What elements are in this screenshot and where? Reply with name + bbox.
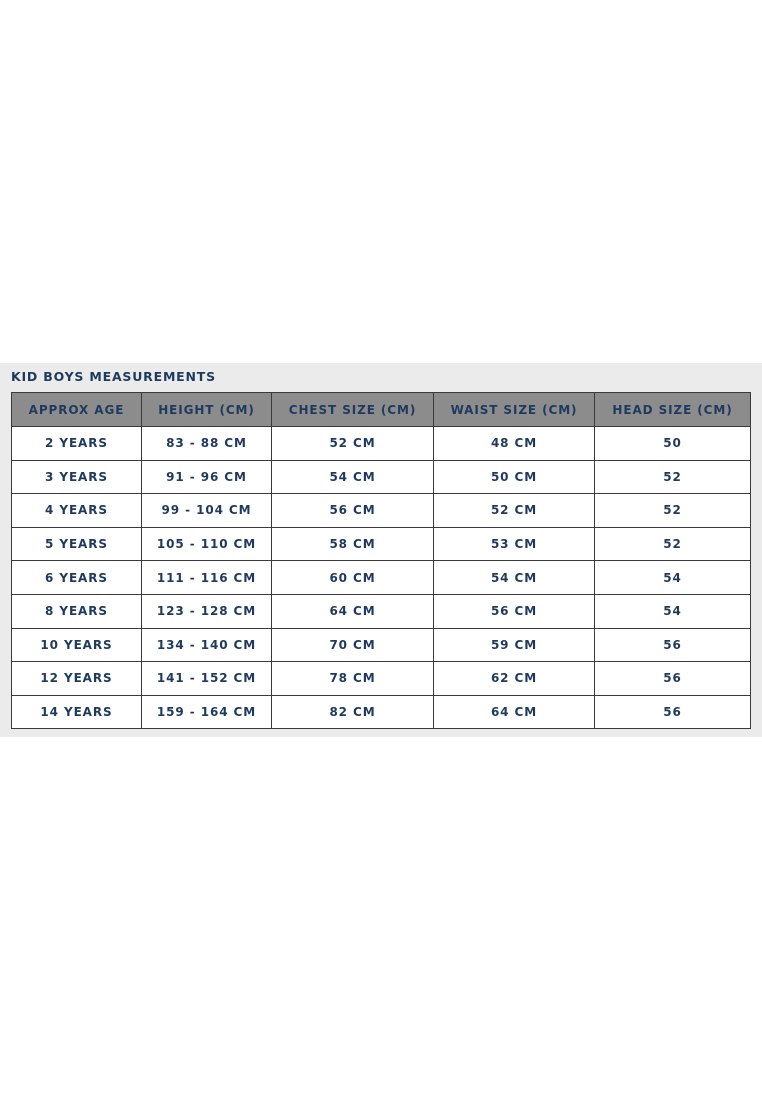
cell-head: 52 [595, 527, 751, 561]
cell-head: 54 [595, 594, 751, 628]
table-row [12, 527, 751, 561]
cell-age: 2 YEARS [12, 427, 142, 461]
header-head-size: HEAD SIZE (CM) [595, 393, 751, 427]
table-header-row [12, 393, 751, 427]
cell-age: 3 YEARS [12, 460, 142, 494]
cell-head: 50 [595, 427, 751, 461]
cell-chest: 78 CM [272, 662, 434, 696]
cell-waist: 50 CM [434, 460, 595, 494]
cell-chest: 54 CM [272, 460, 434, 494]
cell-waist: 62 CM [434, 662, 595, 696]
table-row [12, 494, 751, 528]
cell-height: 141 - 152 CM [142, 662, 272, 696]
cell-height: 159 - 164 CM [142, 695, 272, 729]
measurements-table [11, 392, 751, 729]
cell-head: 56 [595, 662, 751, 696]
chart-title: KID BOYS MEASUREMENTS [11, 369, 216, 384]
cell-waist: 54 CM [434, 561, 595, 595]
cell-chest: 70 CM [272, 628, 434, 662]
table-row [12, 561, 751, 595]
cell-waist: 56 CM [434, 594, 595, 628]
cell-waist: 52 CM [434, 494, 595, 528]
cell-head: 52 [595, 460, 751, 494]
header-chest-size: CHEST SIZE (CM) [272, 393, 434, 427]
cell-height: 123 - 128 CM [142, 594, 272, 628]
cell-chest: 64 CM [272, 594, 434, 628]
cell-height: 134 - 140 CM [142, 628, 272, 662]
cell-head: 54 [595, 561, 751, 595]
cell-height: 91 - 96 CM [142, 460, 272, 494]
cell-age: 5 YEARS [12, 527, 142, 561]
cell-head: 52 [595, 494, 751, 528]
header-approx-age: APPROX AGE [12, 393, 142, 427]
table-row [12, 695, 751, 729]
cell-height: 111 - 116 CM [142, 561, 272, 595]
cell-age: 4 YEARS [12, 494, 142, 528]
header-waist-size: WAIST SIZE (CM) [434, 393, 595, 427]
cell-head: 56 [595, 695, 751, 729]
table-row [12, 662, 751, 696]
cell-age: 10 YEARS [12, 628, 142, 662]
cell-chest: 52 CM [272, 427, 434, 461]
cell-age: 8 YEARS [12, 594, 142, 628]
cell-waist: 53 CM [434, 527, 595, 561]
header-height: HEIGHT (CM) [142, 393, 272, 427]
table-row [12, 594, 751, 628]
cell-age: 6 YEARS [12, 561, 142, 595]
table-row [12, 427, 751, 461]
cell-chest: 82 CM [272, 695, 434, 729]
cell-waist: 59 CM [434, 628, 595, 662]
cell-height: 105 - 110 CM [142, 527, 272, 561]
cell-chest: 56 CM [272, 494, 434, 528]
table-row [12, 628, 751, 662]
cell-chest: 60 CM [272, 561, 434, 595]
cell-age: 12 YEARS [12, 662, 142, 696]
cell-chest: 58 CM [272, 527, 434, 561]
cell-waist: 64 CM [434, 695, 595, 729]
cell-head: 56 [595, 628, 751, 662]
cell-waist: 48 CM [434, 427, 595, 461]
cell-height: 83 - 88 CM [142, 427, 272, 461]
cell-age: 14 YEARS [12, 695, 142, 729]
cell-height: 99 - 104 CM [142, 494, 272, 528]
table-row [12, 460, 751, 494]
